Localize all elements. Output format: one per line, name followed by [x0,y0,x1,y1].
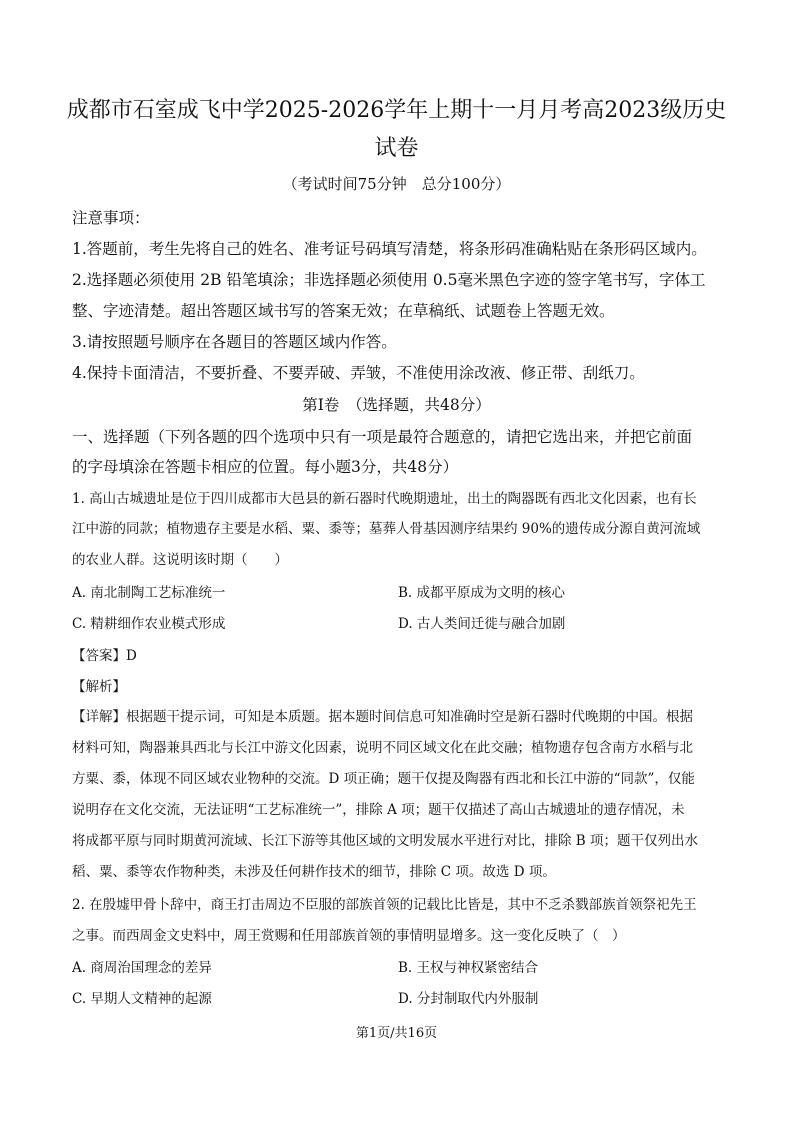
q2-option-c: C. 早期人文精神的起源 [72,991,212,1007]
notice-item-1: 1.答题前，考生先将自己的姓名、准考证号码填写清楚，将条形码准确粘贴在条形码区域内。 [72,240,707,258]
q1-detail-2: 材料可知，陶器兼具西北与长江中游文化因素，说明不同区域文化在此交融；植物遗存包含南方水稻与北 [72,740,693,756]
notice-heading: 注意事项： [72,209,150,227]
q1-detail-5: 将成都平原与同时期黄河流域、长江下游等其他区域的文明发展水平进行对比，排除 B 项；题干仅列出水 [72,833,699,849]
notice-item-2-cont: 整、字迹清楚。超出答题区域书写的答案无效；在草稿纸、试题卷上答题无效。 [72,302,615,320]
notice-item-4: 4.保持卡面清洁，不要折叠、不要弄破、弄皱，不准使用涂改液、修正带、刮纸刀。 [72,364,645,382]
q1-detail-6: 稻、粟、黍等农作物种类，未涉及任何耕作技术的细节，排除 C 项。故选 D 项。 [72,864,556,880]
page-footer: 第1页/共16页 [355,1026,438,1041]
q2-option-d: D. 分封制取代内外服制 [398,991,539,1007]
q2-option-a: A. 商周治国理念的差异 [72,960,212,976]
q2-option-b: B. 王权与神权紧密结合 [398,960,539,976]
q1-detail-1: 【详解】根据题干提示词，可知是本质题。据本题时间信息可知准确时空是新石器时代晚期的中国。根据 [72,709,693,725]
section-instructions-2: 的字母填涂在答题卡相应的位置。每小题3分，共48分） [72,458,459,476]
q1-stem-2: 江中游的同款；植物遗存主要是水稻、粟、黍等；墓葬人骨基因测序结果约 90%的遗传成分源自黄河流域 [72,521,701,537]
q1-stem-3: 的农业人群。这说明该时期（ ） [72,552,288,568]
section-heading: 第Ⅰ卷 （选择题，共48分） [302,396,491,414]
q1-detail-4: 说明存在文化交流，无法证明“工艺标准统一”，排除 A 项；题干仅描述了高山古城遗址的遗存情况，未 [72,802,685,818]
q1-option-b: B. 成都平原成为文明的核心 [398,585,566,601]
section-instructions-1: 一、选择题（下列各题的四个选项中只有一项是最符合题意的，请把它选出来，并把它前面 [72,428,693,446]
q1-answer: 【答案】D [72,648,137,664]
notice-item-2: 2.选择题必须使用 2B 铅笔填涂；非选择题必须使用 0.5毫米黑色字迹的签字笔书写，字体工 [72,271,706,289]
q2-stem-1: 2. 在殷墟甲骨卜辞中，商王打击周边不臣服的部族首领的记载比比皆是，其中不乏杀戮部族首领祭祀先王 [72,897,697,913]
q1-option-d: D. 古人类间迁徙与融合加剧 [398,616,566,632]
q1-detail-3: 方粟、黍，体现不同区域农业物种的交流。D 项正确；题干仅提及陶器有西北和长江中游的“同款”，仅能 [72,771,695,787]
notice-item-3: 3.请按照题号顺序在各题目的答题区域内作答。 [72,333,397,351]
exam-title: 成都市石室成飞中学2025-2026学年上期十一月月考高2023级历史试卷 [66,98,727,161]
q1-option-a: A. 南北制陶工艺标准统一 [72,585,226,601]
q1-analysis-label: 【解析】 [72,679,126,695]
q1-stem-1: 1. 高山古城遗址是位于四川成都市大邑县的新石器时代晚期遗址，出土的陶器既有西北文化因素，也有长 [72,491,697,507]
exam-subtitle: （考试时间75分钟 总分100分） [282,175,511,193]
q2-stem-2: 之事。而西周金文史料中，周王赏赐和任用部族首领的事情明显增多。这一变化反映了（ ） [72,928,626,944]
q1-option-c: C. 精耕细作农业模式形成 [72,616,226,632]
